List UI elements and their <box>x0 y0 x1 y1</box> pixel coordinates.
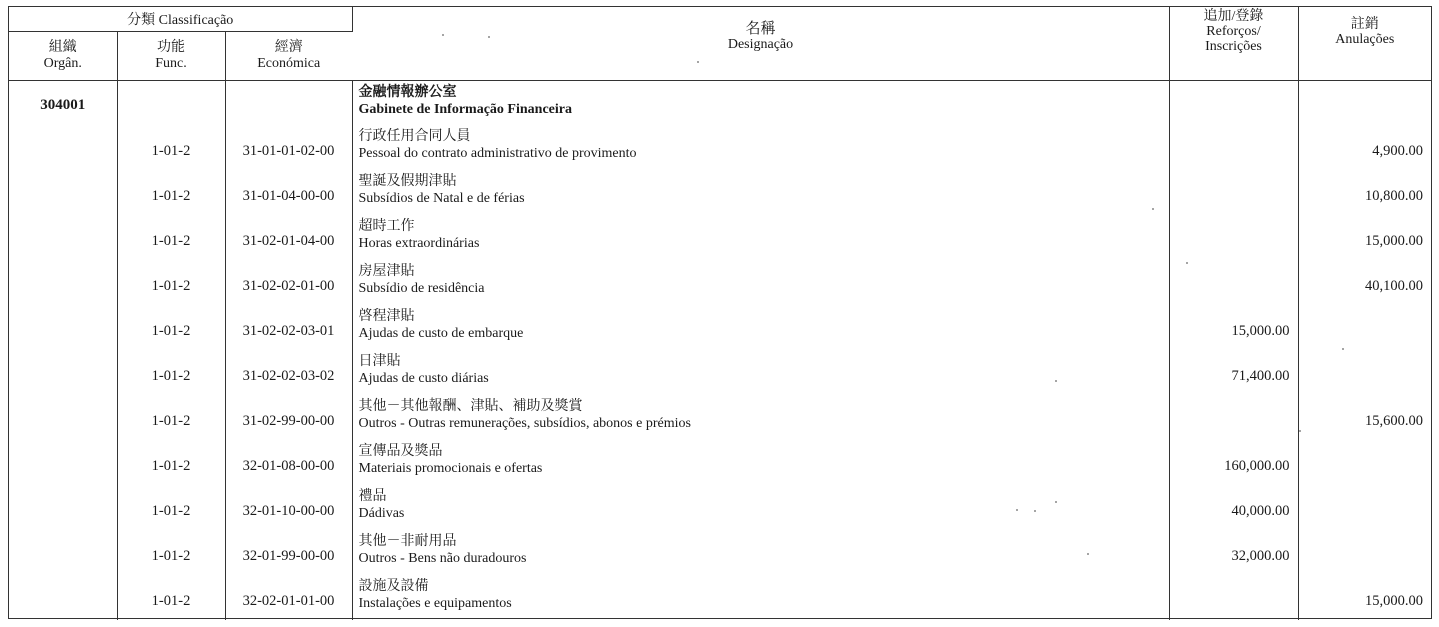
designation-pt: Dádivas <box>358 505 405 521</box>
organica-cell <box>9 575 117 620</box>
designation-header-zh: 名稱 <box>745 21 776 37</box>
anulacoes-header-zh: 註銷 <box>1350 17 1379 32</box>
funcional-cell: 1-01-2 <box>117 170 225 215</box>
scan-speck <box>442 34 444 36</box>
economica-cell: 32-01-99-00-00 <box>225 530 352 575</box>
anulacao-cell <box>1298 530 1431 575</box>
designation-zh: 其他－非耐用品 <box>358 532 457 549</box>
economica-cell: 31-02-02-03-02 <box>225 350 352 395</box>
anulacao-cell <box>1298 305 1431 350</box>
anulacao-cell: 10,800.00 <box>1365 187 1423 204</box>
designation-cell <box>352 530 1169 575</box>
funcional-cell <box>117 81 225 125</box>
funcional-cell: 1-01-2 <box>117 305 225 350</box>
table-row <box>9 81 1431 125</box>
organica-cell <box>9 170 117 215</box>
table-row <box>9 215 1431 260</box>
anulacoes-header-pt: Anulações <box>1335 32 1395 47</box>
designation-zh: 宣傳品及獎品 <box>358 442 443 459</box>
reforco-cell <box>1169 81 1298 125</box>
reforco-cell <box>1169 575 1298 620</box>
organica-header <box>9 32 117 81</box>
reforco-cell <box>1169 260 1298 305</box>
anulacao-cell <box>1298 440 1431 485</box>
designation-pt: Gabinete de Informação Financeira <box>358 102 572 117</box>
designation-cell <box>352 440 1169 485</box>
scan-speck <box>1299 430 1301 432</box>
anulacao-cell: 15,600.00 <box>1365 412 1423 429</box>
classification-header: 分類 Classificação <box>9 7 352 32</box>
designation-cell <box>352 125 1169 170</box>
economica-cell: 31-02-01-04-00 <box>225 215 352 260</box>
organica-cell <box>9 260 117 305</box>
funcional-cell: 1-01-2 <box>117 125 225 170</box>
designation-pt: Pessoal do contrato administrativo de provimento <box>358 145 637 161</box>
designation-zh: 其他－其他報酬、津貼、補助及獎賞 <box>358 397 583 414</box>
designation-zh: 金融情報辦公室 <box>358 84 457 100</box>
designation-pt: Materiais promocionais e ofertas <box>358 460 543 476</box>
designation-pt: Ajudas de custo de embarque <box>358 325 524 341</box>
funcional-cell: 1-01-2 <box>117 260 225 305</box>
funcional-cell: 1-01-2 <box>117 485 225 530</box>
scan-speck <box>697 61 699 63</box>
reforco-cell: 15,000.00 <box>1169 305 1298 350</box>
reforcos-header-pt2: Inscrições <box>1205 39 1262 54</box>
table-row <box>9 305 1431 350</box>
designation-zh: 日津貼 <box>358 352 401 369</box>
anulacao-cell: 4,900.00 <box>1372 142 1423 159</box>
scan-speck <box>1152 208 1154 210</box>
reforco-cell <box>1169 125 1298 170</box>
designation-cell <box>352 215 1169 260</box>
organica-cell <box>9 485 117 530</box>
scan-speck <box>1186 262 1188 264</box>
scan-speck <box>1087 553 1089 555</box>
designation-pt: Subsídio de residência <box>358 280 485 296</box>
funcional-header <box>117 32 225 81</box>
reforcos-header-zh: 追加/登錄 <box>1203 9 1264 24</box>
table-row <box>9 170 1431 215</box>
budget-table <box>9 7 1431 620</box>
designation-cell <box>352 305 1169 350</box>
designation-zh: 聖誕及假期津貼 <box>358 172 457 189</box>
designation-zh: 行政任用合同人員 <box>358 127 471 144</box>
designation-header-pt: Designação <box>727 37 794 52</box>
table-row <box>9 440 1431 485</box>
designation-pt: Ajudas de custo diárias <box>358 370 489 386</box>
economica-cell: 32-01-10-00-00 <box>225 485 352 530</box>
economica-cell: 31-01-04-00-00 <box>225 170 352 215</box>
reforco-cell <box>1169 170 1298 215</box>
designation-pt: Outros - Bens não duradouros <box>358 550 527 566</box>
designation-cell <box>352 350 1169 395</box>
designation-pt: Horas extraordinárias <box>358 235 480 251</box>
designation-header <box>352 7 1169 81</box>
designation-zh: 房屋津貼 <box>358 262 415 279</box>
designation-cell <box>352 575 1169 620</box>
economica-cell: 31-02-02-01-00 <box>225 260 352 305</box>
reforco-cell: 40,000.00 <box>1169 485 1298 530</box>
scan-speck <box>1342 348 1344 350</box>
economica-cell: 31-01-01-02-00 <box>225 125 352 170</box>
designation-cell <box>352 485 1169 530</box>
reforco-cell <box>1169 215 1298 260</box>
economica-cell <box>225 81 352 125</box>
organica-cell: 304001 <box>9 81 117 125</box>
funcional-cell: 1-01-2 <box>117 440 225 485</box>
designation-pt: Subsídios de Natal e de férias <box>358 190 525 206</box>
organica-cell <box>9 305 117 350</box>
scan-speck <box>1016 509 1018 511</box>
funcional-cell: 1-01-2 <box>117 215 225 260</box>
anulacao-cell <box>1298 81 1431 125</box>
organica-cell <box>9 350 117 395</box>
designation-cell <box>352 170 1169 215</box>
organica-cell <box>9 395 117 440</box>
scan-speck <box>488 36 490 38</box>
table-body <box>9 81 1431 620</box>
organica-header-zh: 組織 <box>48 40 77 55</box>
designation-zh: 超時工作 <box>358 217 415 234</box>
table-row <box>9 260 1431 305</box>
reforco-cell: 160,000.00 <box>1169 440 1298 485</box>
economica-header-pt: Económica <box>257 56 321 71</box>
scan-speck <box>1034 510 1036 512</box>
table-row <box>9 395 1431 440</box>
table-row <box>9 350 1431 395</box>
economica-cell: 32-01-08-00-00 <box>225 440 352 485</box>
anulacao-cell: 15,000.00 <box>1365 592 1423 609</box>
designation-cell <box>352 260 1169 305</box>
funcional-header-pt: Func. <box>155 56 187 71</box>
designation-zh: 設施及設備 <box>358 577 429 594</box>
anulacoes-header <box>1298 7 1431 81</box>
designation-zh: 禮品 <box>358 487 387 504</box>
anulacao-cell <box>1298 485 1431 530</box>
organica-cell <box>9 440 117 485</box>
designation-cell <box>352 395 1169 440</box>
reforcos-header-pt1: Reforços/ <box>1206 24 1261 39</box>
funcional-header-zh: 功能 <box>157 40 185 55</box>
funcional-cell: 1-01-2 <box>117 350 225 395</box>
scan-speck <box>1055 501 1057 503</box>
reforco-cell <box>1169 395 1298 440</box>
designation-pt: Outros - Outras remunerações, subsídios, abonos e prémios <box>358 415 691 431</box>
funcional-cell: 1-01-2 <box>117 575 225 620</box>
economica-cell: 31-02-02-03-01 <box>225 305 352 350</box>
scan-speck <box>1055 380 1057 382</box>
funcional-cell: 1-01-2 <box>117 395 225 440</box>
reforcos-header <box>1169 7 1298 81</box>
table-row <box>9 575 1431 620</box>
anulacao-cell: 15,000.00 <box>1365 232 1423 249</box>
table-row <box>9 125 1431 170</box>
economica-header-zh: 經濟 <box>274 40 303 55</box>
funcional-cell: 1-01-2 <box>117 530 225 575</box>
designation-cell <box>352 81 1169 125</box>
designation-pt: Instalações e equipamentos <box>358 595 512 611</box>
organica-cell <box>9 530 117 575</box>
designation-zh: 啓程津貼 <box>358 307 415 324</box>
anulacao-cell <box>1298 350 1431 395</box>
budget-table-sheet <box>8 6 1432 619</box>
organica-header-pt: Orgân. <box>43 56 82 71</box>
economica-header <box>225 32 352 81</box>
table-row <box>9 485 1431 530</box>
economica-cell: 31-02-99-00-00 <box>225 395 352 440</box>
reforco-cell: 32,000.00 <box>1169 530 1298 575</box>
economica-cell: 32-02-01-01-00 <box>225 575 352 620</box>
reforco-cell: 71,400.00 <box>1169 350 1298 395</box>
organica-cell <box>9 215 117 260</box>
anulacao-cell: 40,100.00 <box>1365 277 1423 294</box>
organica-cell <box>9 125 117 170</box>
table-row <box>9 530 1431 575</box>
